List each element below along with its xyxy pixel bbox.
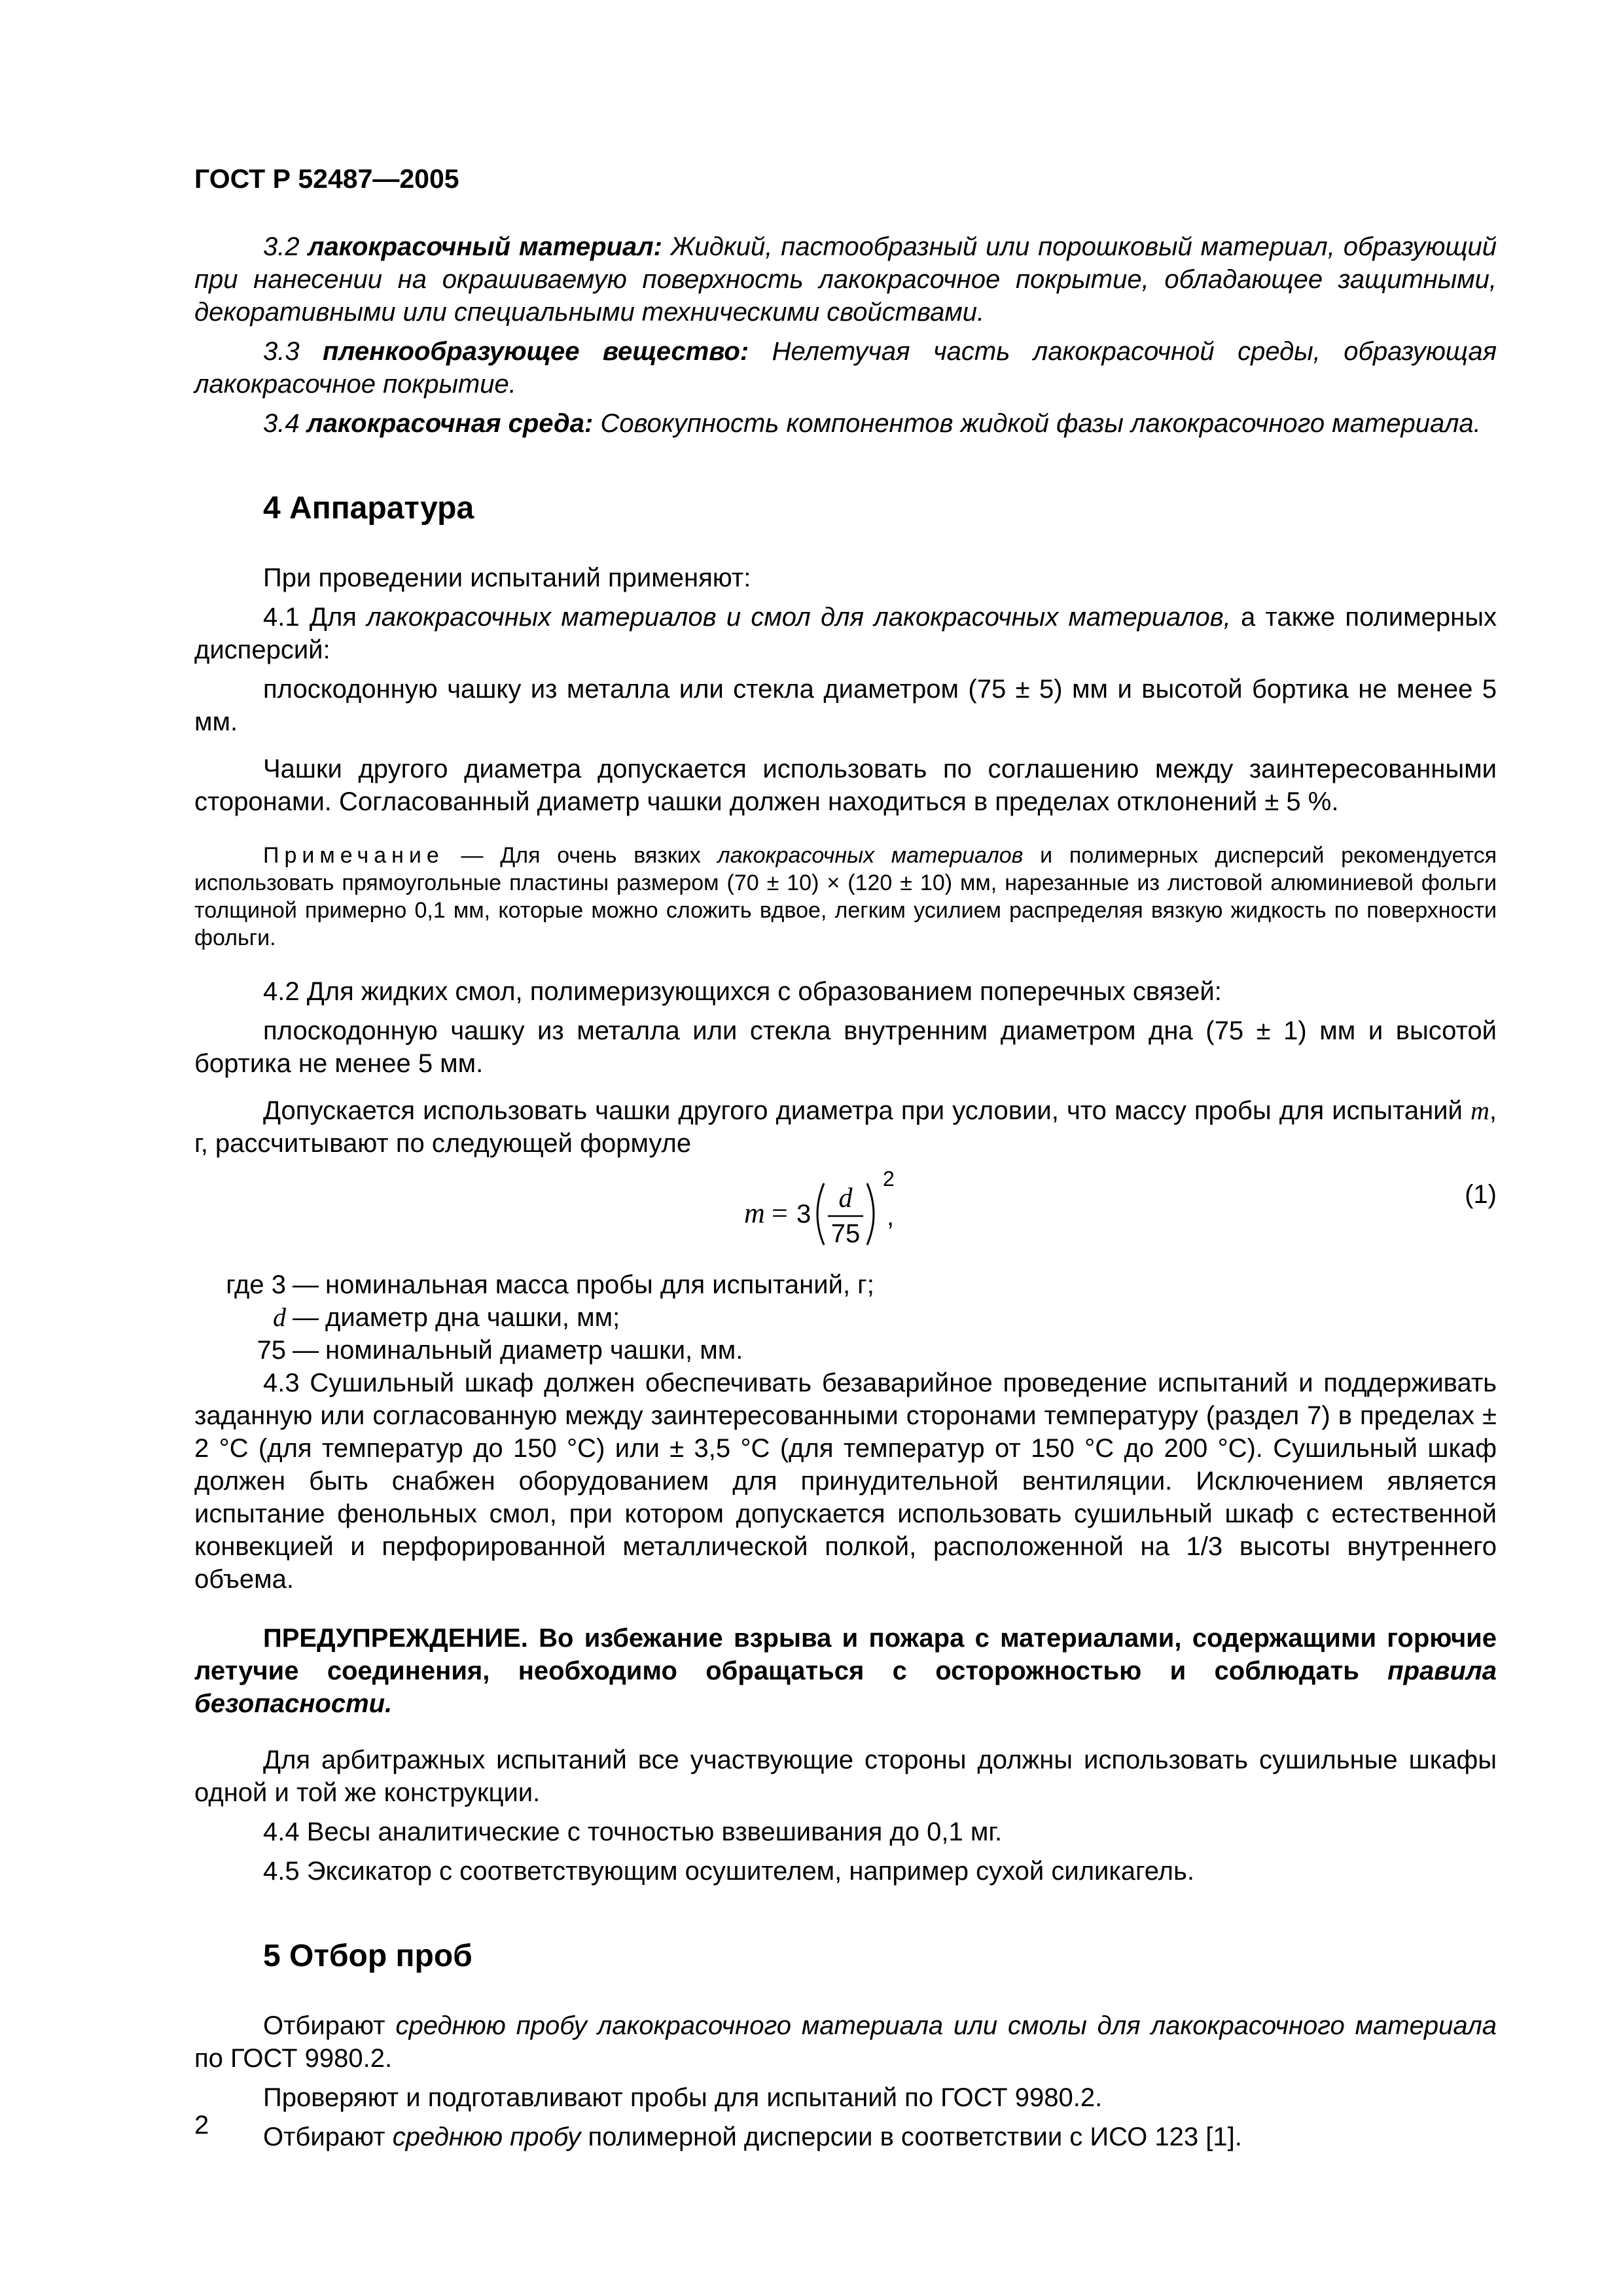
paragraph-4-2-other-diameter xyxy=(194,1094,1497,1160)
formula-number: (1) xyxy=(1465,1180,1497,1209)
term-3-2 xyxy=(194,230,1497,329)
formula-comma: , xyxy=(887,1202,895,1231)
term-name: пленкообразующее вещество: xyxy=(323,337,749,366)
term-number: 3.4 xyxy=(263,409,300,438)
legend-dash: — xyxy=(293,1303,319,1332)
legend-row xyxy=(194,1268,1497,1301)
paragraph-text: Допускается использовать чашки другого диаметра при условии, что массу пробы для испытаний xyxy=(263,1096,1463,1125)
italic-term: среднюю пробу xyxy=(392,2123,581,2151)
term-definition: Жидкий, пастообразный или порошковый материал, образующий при нанесении на окрашиваемую поверхность лакокрасочное покрытие, обладающее защитными, декоративными или специальными техническими свойствами. xyxy=(194,232,1497,327)
legend-text: номинальный диаметр чашки, мм. xyxy=(325,1336,743,1365)
legend-symbol: где 3 xyxy=(226,1270,286,1299)
paragraph-4-5: 4.5 Эксикатор с соответствующим осушителем, например сухой силикагель. xyxy=(263,1857,1194,1886)
formula-graphic xyxy=(744,1165,954,1263)
warning xyxy=(194,1622,1497,1720)
formula-1 xyxy=(194,1165,1497,1263)
paragraph-4-3: 4.3 Сушильный шкаф должен обеспечивать безаварийное проведение испытаний и поддерживать заданную или согласованную между заинтересованными сторонами температуру (раздел 7) в пределах ± 2 °С (для температур до 150 °С) или ± 3,5 °С (для температур от 150 °С до 200 °С). Сушильный шкаф должен быть снабжен оборудованием для принудительной вентиляции. Исключением является испытание фенольных смол, при котором допускается использовать сушильный шкаф с естественной конвекцией и перфорированной металлической полкой, расположенной на 1/3 высоты внутреннего объема. xyxy=(194,1369,1497,1594)
legend-dash: — xyxy=(293,1270,319,1299)
paragraph-text: а также полимерных дисперсий: xyxy=(194,603,1497,664)
paragraph-text: Отбирают xyxy=(263,2011,385,2040)
paragraph-text: Отбирают xyxy=(263,2123,385,2151)
paragraph-5-3 xyxy=(194,2121,1497,2153)
page-content xyxy=(194,230,1497,2153)
italic-term: лакокрасочных материалов и смол для лакокрасочных материалов, xyxy=(366,603,1231,632)
note xyxy=(194,842,1497,952)
term-definition: Совокупность компонентов жидкой фазы лакокрасочного материала. xyxy=(600,409,1481,438)
legend-symbol: d xyxy=(273,1302,286,1332)
paragraph-text: , г, рассчитывают по следующей формуле xyxy=(194,1096,1497,1158)
legend-symbol: 75 xyxy=(257,1336,286,1365)
formula-legend xyxy=(194,1268,1497,1367)
legend-dash: — xyxy=(293,1336,319,1365)
legend-text: диаметр дна чашки, мм; xyxy=(325,1303,620,1332)
paragraph-text: полимерной дисперсии в соответствии с ИСО 123 [1]. xyxy=(588,2123,1242,2151)
variable-m: m xyxy=(1470,1096,1489,1125)
legend-row xyxy=(194,1334,1497,1367)
warning-italic: правила безопасности. xyxy=(194,1657,1497,1718)
term-name: лакокрасочный материал: xyxy=(308,232,662,261)
left-parenthesis xyxy=(817,1183,824,1245)
clause-number: 4.1 xyxy=(263,603,300,632)
section-5-title: 5 Отбор проб xyxy=(263,1939,473,1973)
note-text: и полимерных дисперсий рекомендуется использовать прямоугольные пластины размером (70 ± 10) × (120 ± 10) мм, нарезанные из листовой алюминиевой фольги толщиной примерно 0,1 мм, которые можно сложить вдвое, легким усилием распределяя вязкую жидкость по поверхности фольги. xyxy=(194,843,1497,950)
paragraph-4-2-cup: плоскодонную чашку из металла или стекла внутренним диаметром дна (75 ± 1) мм и высотой бортика не менее 5 мм. xyxy=(194,1016,1497,1078)
note-text: — Для очень вязких xyxy=(461,843,701,868)
paragraph-4-1 xyxy=(194,601,1497,666)
formula-exponent: 2 xyxy=(883,1167,895,1191)
right-parenthesis xyxy=(867,1183,874,1245)
legend-text: номинальная масса пробы для испытаний, г; xyxy=(325,1270,874,1299)
note-italic-term: лакокрасочных материалов xyxy=(717,843,1024,868)
legend-row xyxy=(194,1301,1497,1334)
paragraph-4-4: 4.4 Весы аналитические с точностью взвешивания до 0,1 мг. xyxy=(263,1818,1003,1846)
term-definition: Нелетучая часть лакокрасочной среды, образующая лакокрасочное покрытие. xyxy=(194,337,1497,399)
warning-label: ПРЕДУПРЕЖДЕНИЕ. xyxy=(263,1624,528,1653)
note-label: Примечание xyxy=(263,843,444,868)
term-number: 3.2 xyxy=(263,232,300,261)
italic-term: среднюю пробу лакокрасочного материала или смолы для лакокрасочного материала xyxy=(395,2011,1497,2040)
term-name: лакокрасочная среда: xyxy=(306,409,594,438)
section-4-title: 4 Аппаратура xyxy=(263,491,474,526)
paragraph-4-1-cup: плоскодонную чашку из металла или стекла диаметром (75 ± 5) мм и высотой бортика не менее 5 мм. xyxy=(194,675,1497,736)
section-4-intro: При проведении испытаний применяют: xyxy=(263,564,751,592)
fraction-numerator: d xyxy=(838,1183,853,1213)
paragraph-4-1-other-diameter: Чашки другого диаметра допускается использовать по соглашению между заинтересованными сторонами. Согласованный диаметр чашки должен находиться в пределах отклонений ± 5 %. xyxy=(194,755,1497,816)
paragraph-5-1 xyxy=(194,2009,1497,2075)
page-number: 2 xyxy=(194,2111,209,2140)
term-3-4 xyxy=(194,407,1497,440)
fraction-denominator: 75 xyxy=(830,1219,861,1248)
term-3-3 xyxy=(194,335,1497,401)
warning-text: Во избежание взрыва и пожара с материалами, содержащими горючие летучие соединения, необходимо обращаться с осторожностью и соблюдать xyxy=(194,1624,1497,1685)
formula-coefficient: 3 xyxy=(796,1200,812,1229)
paragraph-5-2: Проверяют и подготавливают пробы для испытаний по ГОСТ 9980.2. xyxy=(263,2083,1103,2112)
term-number: 3.3 xyxy=(263,337,300,366)
document-code-header: ГОСТ Р 52487—2005 xyxy=(194,164,459,194)
paragraph-arbitration: Для арбитражных испытаний все участвующие стороны должны использовать сушильные шкафы одной и той же конструкции. xyxy=(194,1746,1497,1807)
paragraph-4-2: 4.2 Для жидких смол, полимеризующихся с образованием поперечных связей: xyxy=(263,977,1222,1006)
formula-lhs: m xyxy=(744,1197,765,1229)
paragraph-text: по ГОСТ 9980.2. xyxy=(194,2044,393,2073)
paragraph-text: Для xyxy=(309,603,357,632)
formula-equals: = xyxy=(772,1197,788,1229)
